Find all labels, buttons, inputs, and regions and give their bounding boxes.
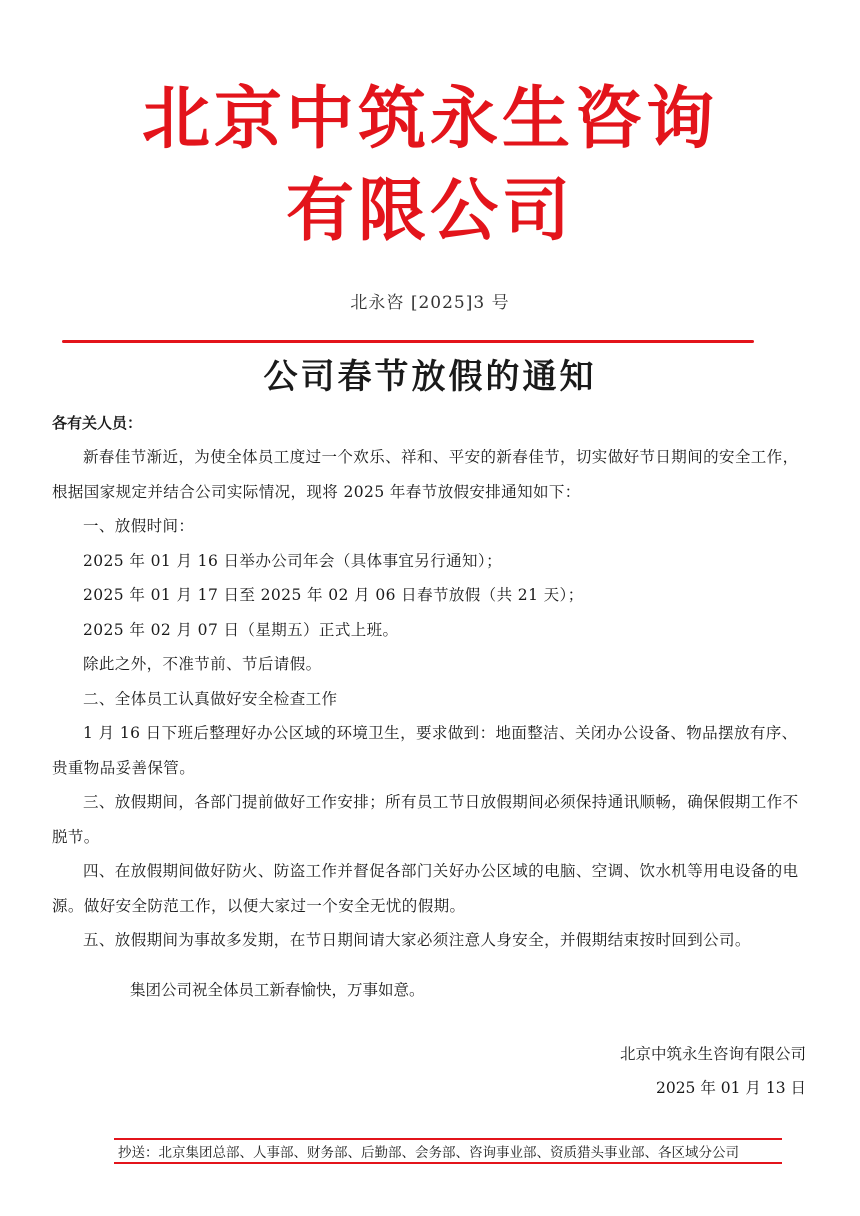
notice-body [52, 440, 810, 958]
document-number: 北永咨 [2025]3 号 [350, 293, 510, 313]
cc-top-divider [114, 1138, 782, 1140]
paragraph-work-arrangement: 三、放假期间，各部门提前做好工作安排；所有员工节日放假期间必须保持通讯顺畅，确保假期工作不脱节。 [52, 793, 799, 846]
paragraph-intro: 新春佳节渐近，为使全体员工度过一个欢乐、祥和、平安的新春佳节，切实做好节日期间的安全工作，根据国家规定并结合公司实际情况，现将 2025 年春节放假安排通知如下： [52, 448, 799, 501]
paragraph-office-cleanup: 1 月 16 日下班后整理好办公区域的环境卫生，要求做到：地面整洁、关闭办公设备、物品摆放有序、贵重物品妥善保管。 [52, 724, 798, 777]
signature-date: 2025 年 01 月 13 日 [655, 1079, 806, 1097]
section-heading-safety-check: 二、全体员工认真做好安全检查工作 [83, 689, 338, 708]
letterhead-company-name-line2: 有限公司 [285, 172, 574, 251]
holiday-wish: 集团公司祝全体员工新春愉快，万事如意。 [130, 981, 425, 999]
letterhead-divider [62, 340, 754, 343]
schedule-item-holiday-period: 2025 年 01 月 17 日至 2025 年 02 月 06 日春节放假（共 21 天）； [83, 586, 584, 604]
letterhead-company-name-line1: 北京中筑永生咨询 [141, 80, 718, 159]
notice-title: 公司春节放假的通知 [263, 357, 597, 397]
section-heading-holiday-time: 一、放假时间： [83, 517, 195, 535]
cc-bottom-divider [114, 1162, 782, 1164]
schedule-item-return-to-work: 2025 年 02 月 07 日（星期五）正式上班。 [83, 620, 399, 639]
salutation: 各有关人员： [52, 414, 143, 432]
signature-company: 北京中筑永生咨询有限公司 [619, 1045, 806, 1063]
schedule-item-no-leave: 除此之外，不准节前、节后请假。 [83, 655, 322, 673]
schedule-item-annual-meeting: 2025 年 01 月 16 日举办公司年会（具体事宜另行通知）； [83, 551, 502, 570]
cc-distribution-list: 抄送：北京集团总部、人事部、财务部、后勤部、会务部、咨询事业部、资质猎头事业部、各区域分公司 [118, 1145, 739, 1161]
paragraph-fire-theft-prevention: 四、在放假期间做好防火、防盗工作并督促各部门关好办公区域的电脑、空调、饮水机等用电设备的电源。做好安全防范工作，以便大家过一个安全无忧的假期。 [52, 862, 799, 915]
paragraph-personal-safety: 五、放假期间为事故多发期，在节日期间请大家必须注意人身安全，并假期结束按时回到公司。 [83, 931, 751, 949]
